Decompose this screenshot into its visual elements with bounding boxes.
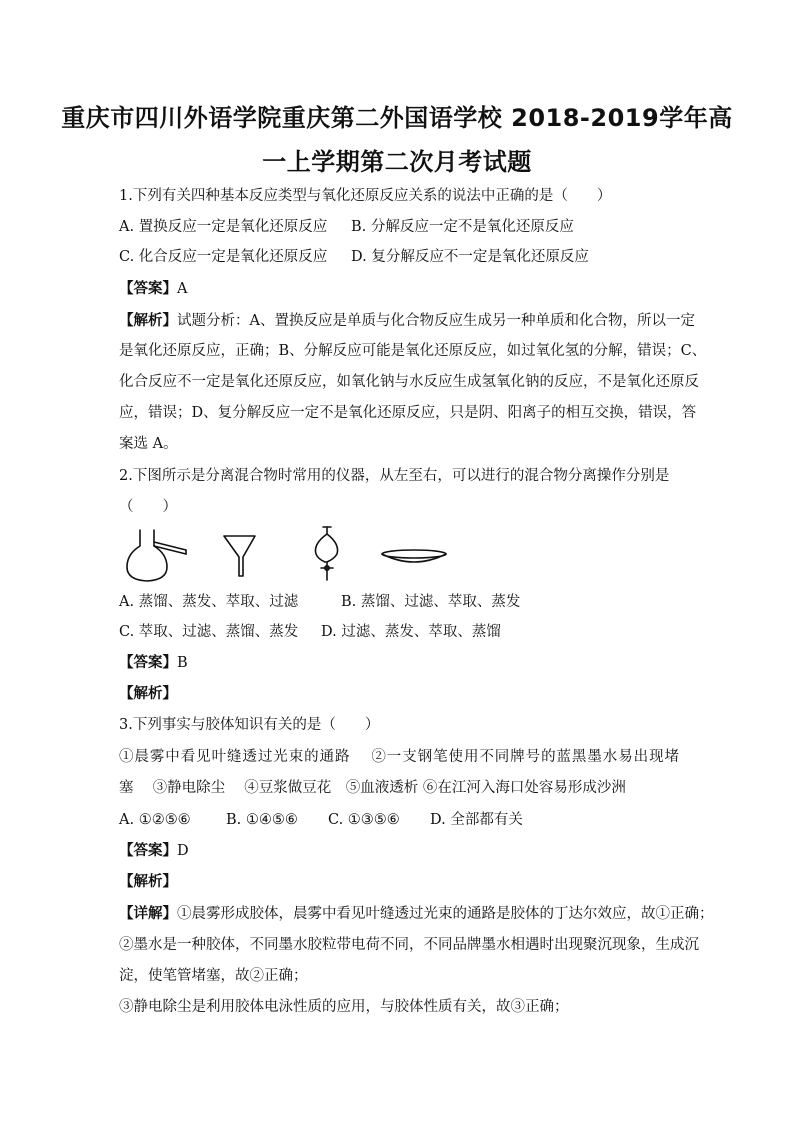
q3-option-a: A. ①②⑤⑥ [119,812,191,828]
q2-option-d: D. 过滤、蒸发、萃取、蒸馏 [321,624,501,640]
separatory-funnel-icon [315,527,337,580]
q3-answer-value: D [177,843,189,859]
answer-tag: 【答案】 [119,654,177,671]
q1-answer [119,279,679,299]
q1-analysis-line-5: 案选 A。 [119,436,178,452]
q3-detail-line-4: ③静电除尘是利用胶体电泳性质的应用，与胶体性质有关，故③正确； [119,999,569,1015]
q2-option-b: B. 蒸馏、过滤、萃取、蒸发 [341,594,521,610]
q3-detail-line-3: 淀，使笔管堵塞，故②正确； [119,968,308,984]
q3-detail-line-2: ②墨水是一种胶体，不同墨水胶粒带电荷不同，不同品牌墨水相遇时出现聚沉现象，生成沉 [119,937,699,953]
q2-analysis-tag: 【解析】 [119,685,177,702]
detail-tag: 【详解】 [119,905,177,922]
q3-items-line-1: ①晨雾中看见叶缝透过光束的通路 ②一支钢笔使用不同牌号的蓝黑墨水易出现堵 [119,749,679,765]
analysis-tag: 【解析】 [119,312,177,329]
q1-option-d: D. 复分解反应不一定是氧化还原反应 [351,249,589,265]
q1-analysis-line-4: 应，错误；D、复分解反应一定不是氧化还原反应，只是阴、阳离子的相互交换，错误，答 [119,405,697,421]
q1-options-row-2 [119,247,679,267]
funnel-icon [224,536,255,576]
q3-option-d: D. 全部都有关 [430,812,523,828]
answer-tag: 【答案】 [119,280,177,297]
q1-options-row-1 [119,217,679,237]
q1-analysis-line-3: 化合反应不一定是氧化还原反应，如氧化钠与水反应生成氢氧化钠的反应，不是氧化还原反 [119,374,699,390]
q2-stem-paren: （ ） [119,499,177,515]
exam-title-line-2: 一上学期第二次月考试题 [262,148,532,176]
q3-stem: 3.下列事实与胶体知识有关的是（ ） [119,717,380,733]
q2-answer [119,653,679,673]
q1-option-c: C. 化合反应一定是氧化还原反应 [119,249,328,265]
exam-title-line-1: 重庆市四川外语学院重庆第二外国语学校 2018-2019学年高 [61,104,733,132]
q3-detail-text: ①晨雾形成胶体，晨雾中看见叶缝透过光束的通路是胶体的丁达尔效应，故①正确； [177,906,714,922]
q1-option-a: A. 置换反应一定是氧化还原反应 [119,219,328,235]
q2-stem: 2.下图所示是分离混合物时常用的仪器，从左至右，可以进行的混合物分离操作分别是 [119,468,670,484]
q2-option-c: C. 萃取、过滤、蒸馏、蒸发 [119,624,299,640]
q3-detail-line-1 [119,904,714,924]
q2-options-row-1 [119,592,679,612]
q3-option-b: B. ①④⑤⑥ [226,812,298,828]
q1-analysis-text: 试题分析：A、置换反应是单质与化合物反应生成另一种单质和化合物，所以一定 [177,313,695,329]
q1-analysis-line-1 [119,311,695,331]
q2-answer-value: B [177,655,188,671]
q3-items-line-2: 塞 ③静电除尘 ④豆浆做豆花 ⑤血液透析 ⑥在江河入海口处容易形成沙洲 [119,780,626,796]
distillation-flask-icon [127,530,186,581]
q2-options-row-2 [119,622,679,642]
q1-analysis-line-2: 是氧化还原反应，正确；B、分解反应可能是氧化还原反应，如过氧化氢的分解，错误；C、 [119,343,707,359]
q1-stem: 1.下列有关四种基本反应类型与氧化还原反应关系的说法中正确的是（ ） [119,188,612,204]
lab-apparatus-figure [0,524,794,584]
q3-option-c: C. ①③⑤⑥ [328,812,400,828]
answer-tag: 【答案】 [119,842,177,859]
evaporating-dish-icon [382,550,446,562]
q3-answer [119,841,679,861]
q1-answer-value: A [177,281,188,297]
q3-options-row [119,810,679,830]
q2-option-a: A. 蒸馏、蒸发、萃取、过滤 [119,594,299,610]
q3-analysis-tag: 【解析】 [119,873,177,890]
q1-option-b: B. 分解反应一定不是氧化还原反应 [351,219,574,235]
